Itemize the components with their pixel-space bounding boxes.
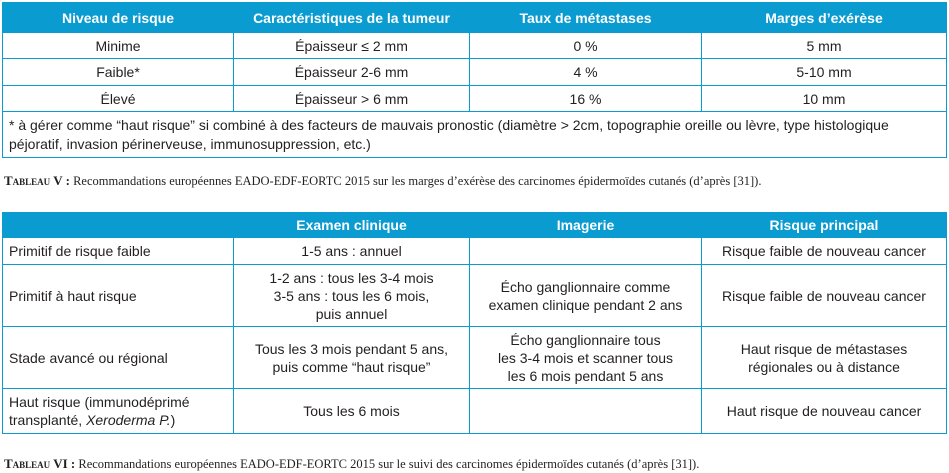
cell-clinical-exam (234, 238, 470, 265)
cell-line: Haut risque de nouveau cancer (726, 403, 922, 419)
cell-line: 1-5 ans : annuel (301, 243, 402, 259)
cell-main-risk (702, 238, 947, 265)
follow-up-table (2, 212, 947, 434)
cell-line: Stade avancé ou régional (9, 349, 168, 366)
cell-patient-group (3, 238, 234, 265)
cell-line-tail: ) (170, 412, 176, 428)
cell-clinical-exam (234, 327, 470, 389)
table-row (3, 389, 947, 434)
cell-line: Primitif à haut risque (9, 287, 137, 304)
cell-line: Tous les 3 mois pendant 5 ans, (254, 340, 448, 357)
cell-line: puis annuel (315, 305, 388, 322)
cell-line: les 3-4 mois et scanner tous (497, 349, 674, 366)
cell-line: régionales ou à distance (748, 358, 900, 375)
col-header-risk-level: Niveau de risque (3, 3, 234, 33)
cell-line: Primitif de risque faible (9, 243, 151, 259)
cell-patient-group (3, 327, 234, 389)
cell-main-risk (702, 389, 947, 434)
caption-text: Recommandations européennes EADO-EDF-EORTC 2015 sur le suivi des carcinomes épidermoïdes cutanés (d’après [31]). (75, 457, 700, 471)
cell-risk-level: Faible* (3, 59, 234, 86)
cell-line: examen clinique pendant 2 ans (488, 296, 683, 313)
cell-tumor: Épaisseur ≤ 2 mm (234, 33, 470, 59)
table-row (3, 33, 947, 59)
caption-label: Tableau V : (4, 173, 70, 188)
cell-imaging (470, 389, 702, 434)
table-footnote: * à gérer comme “haut risque” si combiné à des facteurs de mauvais pronostic (diamètre > 2cm, topographie oreille ou lèvre, type histologique péjoratif, invasion périnerveuse, immunosuppression, etc.) (3, 112, 947, 158)
table-row (3, 59, 947, 86)
cell-clinical-exam (234, 265, 470, 327)
cell-main-risk (702, 265, 947, 327)
cell-line: 3-5 ans : tous les 6 mois, (273, 287, 430, 304)
cell-line: Écho ganglionnaire tous (510, 331, 661, 348)
cell-line: Risque faible de nouveau cancer (722, 243, 926, 259)
cell-line: Haut risque (immunodéprimé (9, 394, 190, 410)
col-header-clinical-exam: Examen clinique (234, 213, 470, 238)
cell-line-text: transplanté, (9, 412, 87, 428)
cell-line: Tous les 6 mois (303, 403, 400, 419)
cell-line: Écho ganglionnaire comme (500, 278, 671, 295)
table-row (3, 238, 947, 265)
col-header-metastasis-rate: Taux de métastases (470, 3, 702, 33)
col-header-excision-margins: Marges d’exérèse (702, 3, 947, 33)
caption-label: Tableau VI : (4, 456, 76, 471)
col-header-tumor-characteristics: Caractéristiques de la tumeur (234, 3, 470, 33)
cell-line: puis comme “haut risque” (272, 358, 431, 375)
cell-main-risk (702, 327, 947, 389)
col-header-imaging: Imagerie (470, 213, 702, 238)
table-caption (4, 456, 699, 472)
cell-line: 1-2 ans : tous les 3-4 mois (269, 269, 434, 286)
cell-line (9, 411, 227, 429)
cell-margin: 10 mm (702, 86, 947, 112)
table-row (3, 327, 947, 389)
caption-text: Recommandations européennes EADO-EDF-EORTC 2015 sur les marges d’exérèse des carcinomes épidermoïdes cutanés (d’après [31]). (69, 174, 762, 188)
table-footnote-row (3, 112, 947, 158)
cell-patient-group (3, 389, 234, 434)
table-row (3, 265, 947, 327)
cell-margin: 5 mm (702, 33, 947, 59)
table-caption (4, 173, 761, 189)
table-header-row (3, 213, 947, 238)
cell-tumor: Épaisseur 2-6 mm (234, 59, 470, 86)
cell-metastasis: 16 % (470, 86, 702, 112)
cell-line-italic: Xeroderma P. (86, 412, 171, 428)
cell-metastasis: 4 % (470, 59, 702, 86)
cell-imaging (470, 238, 702, 265)
cell-risk-level: Minime (3, 33, 234, 59)
cell-imaging (470, 327, 702, 389)
cell-metastasis: 0 % (470, 33, 702, 59)
cell-imaging (470, 265, 702, 327)
cell-tumor: Épaisseur > 6 mm (234, 86, 470, 112)
margins-table (2, 2, 947, 158)
col-header-main-risk: Risque principal (702, 213, 947, 238)
cell-risk-level: Élevé (3, 86, 234, 112)
cell-line: les 6 mois pendant 5 ans (507, 367, 664, 384)
cell-line: Haut risque de métastases (740, 340, 908, 357)
table-row (3, 86, 947, 112)
cell-margin: 5-10 mm (702, 59, 947, 86)
table-header-row (3, 3, 947, 33)
cell-clinical-exam (234, 389, 470, 434)
cell-patient-group (3, 265, 234, 327)
cell-line: Risque faible de nouveau cancer (722, 287, 926, 304)
col-header-empty (3, 213, 234, 238)
